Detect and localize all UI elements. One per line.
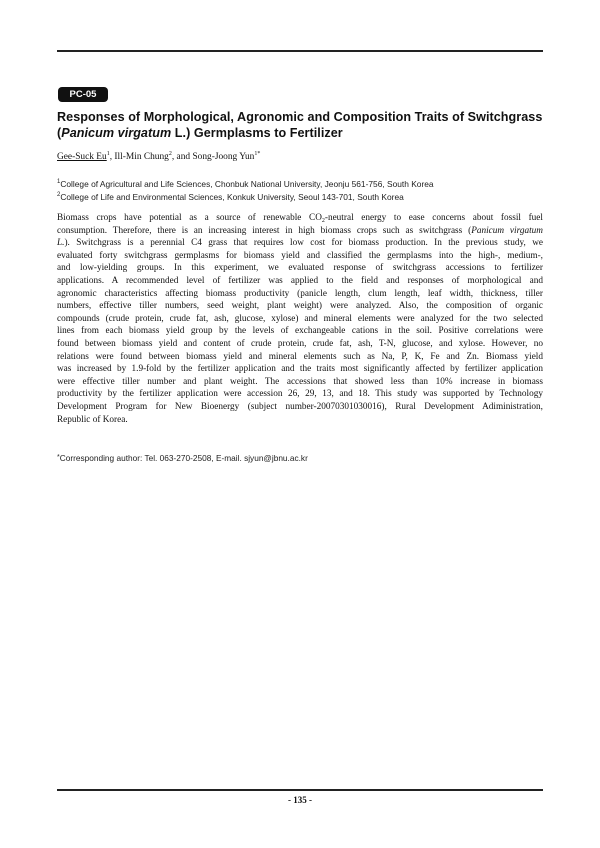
corresponding-author-note bbox=[57, 452, 543, 464]
abstract-line-11: found between biomass yield and content of crude protein, crude fat, ash, T-N, glucose, and xylose. However, no bbox=[57, 338, 543, 349]
abstract-line-4: evaluated forty switchgrass germplasms for biomass yield and classified the germplasms into the high-, medium-, bbox=[57, 250, 543, 261]
abstract-line-9: compounds (crude protein, crude fat, ash, glucose, xylose) and mineral elements were analyzed for the two selected bbox=[57, 313, 543, 324]
abstract-line-8: numbers, effective tiller numbers, seed weight, plant weight) were analyzed. Also, the composition of organic bbox=[57, 301, 543, 312]
abstract-paragraph bbox=[57, 212, 543, 426]
abstract-line-13: was increased by 1.9-fold by the fertilizer application and the traits most significantly affected by fertilizer application bbox=[57, 364, 543, 375]
affiliation-1-text: College of Agricultural and Life Sciences, Chonbuk National University, Jeonju 561-756, South Korea bbox=[60, 179, 434, 189]
abstract-line-2 bbox=[57, 225, 543, 238]
title-open-paren: ( bbox=[57, 126, 62, 140]
bottom-rule bbox=[57, 789, 543, 791]
abstract-text: ). Switchgrass is a perennial C4 grass that requires low cost for biomass production. In the previous study, we bbox=[64, 238, 543, 249]
title-species-name: Panicum virgatum bbox=[61, 126, 172, 140]
author-3: Song-Joong Yun bbox=[192, 152, 255, 162]
abstract-text: Biomass crops have potential as a source of renewable CO bbox=[57, 213, 322, 223]
abstract-line-5: and low-yielding groups. In this experiment, we evaluated response of switchgrass accessions to fertilizer bbox=[57, 263, 543, 274]
title-line-1: Responses of Morphological, Agronomic and Composition Traits of Switchgrass bbox=[57, 110, 543, 124]
abstract-line-16: Development Program for New Bioenergy (subject number-20070301030016), Rural Development Adiministration, bbox=[57, 401, 543, 412]
species-author-italic: L. bbox=[57, 238, 65, 249]
author-separator-1: , bbox=[109, 152, 115, 162]
top-rule bbox=[57, 50, 543, 52]
paper-title bbox=[57, 109, 547, 141]
abstract-line-17: Republic of Korea. bbox=[57, 414, 128, 425]
title-line-2 bbox=[57, 125, 547, 141]
abstract-text: consumption. Therefore, there is an increasing interest in high biomass crops such as switchgrass ( bbox=[57, 225, 472, 236]
title-line-2-rest: L.) Germplasms to Fertilizer bbox=[171, 126, 343, 140]
author-separator-2: , and bbox=[171, 152, 193, 162]
affiliation-1 bbox=[57, 178, 543, 191]
abstract-line-3 bbox=[57, 237, 543, 250]
author-list bbox=[57, 151, 543, 164]
affiliation-2-text: College of Life and Environmental Sciences, Konkuk University, Seoul 143-701, South Korea bbox=[60, 191, 404, 202]
abstract-line-6: applications. A recommended level of fertilizer was applied to the field and responses of morphological and bbox=[57, 275, 543, 286]
abstract-line-15: productivity by the fertilizer application were accession 26, 29, 13, and 18. This study was supported by Technology bbox=[57, 389, 543, 400]
author-1-affiliation-mark: 1 bbox=[106, 151, 110, 157]
abstract-line-7: agronomic characteristics affecting biomass productivity (panicle length, clum length, leaf width, thickness, tiller bbox=[57, 288, 543, 299]
abstract-text: -neutral energy to ease concerns about fossil fuel bbox=[324, 213, 543, 223]
affiliation-2 bbox=[57, 191, 543, 204]
abstract-line-14: were effective tiller number and plant weight. The accessions that showed less than 10% increase in biomass bbox=[57, 376, 543, 387]
affiliation-2-mark: 2 bbox=[57, 191, 61, 198]
abstract-line-10: lines from each biomass yield group by the levels of exchangeable cations in the soil. Positive correlations were bbox=[57, 326, 543, 337]
co2-subscript: 2 bbox=[321, 218, 325, 224]
affiliation-1-mark: 1 bbox=[57, 179, 61, 185]
corresponding-author-text: Corresponding author: Tel. 063-270-2508, E-mail. sjyun@jbnu.ac.kr bbox=[59, 453, 308, 463]
author-1: Gee-Suck Eu bbox=[57, 152, 107, 162]
abstract-line-1 bbox=[57, 212, 543, 225]
page-number: - 135 - bbox=[288, 795, 312, 805]
author-3-affiliation-mark: 1* bbox=[254, 151, 261, 157]
author-2: Ill-Min Chung bbox=[114, 152, 169, 162]
abstract bbox=[57, 212, 543, 426]
corresponding-mark: * bbox=[57, 454, 60, 461]
session-badge: PC-05 bbox=[58, 87, 108, 102]
species-name-italic: Panicum virgatum bbox=[471, 225, 543, 236]
abstract-line-12: relations were found between biomass yield and mineral elements such as Na, P, K, Fe and Zn. Biomass yield bbox=[57, 351, 543, 362]
author-2-affiliation-mark: 2 bbox=[168, 151, 172, 157]
affiliations bbox=[57, 178, 543, 203]
